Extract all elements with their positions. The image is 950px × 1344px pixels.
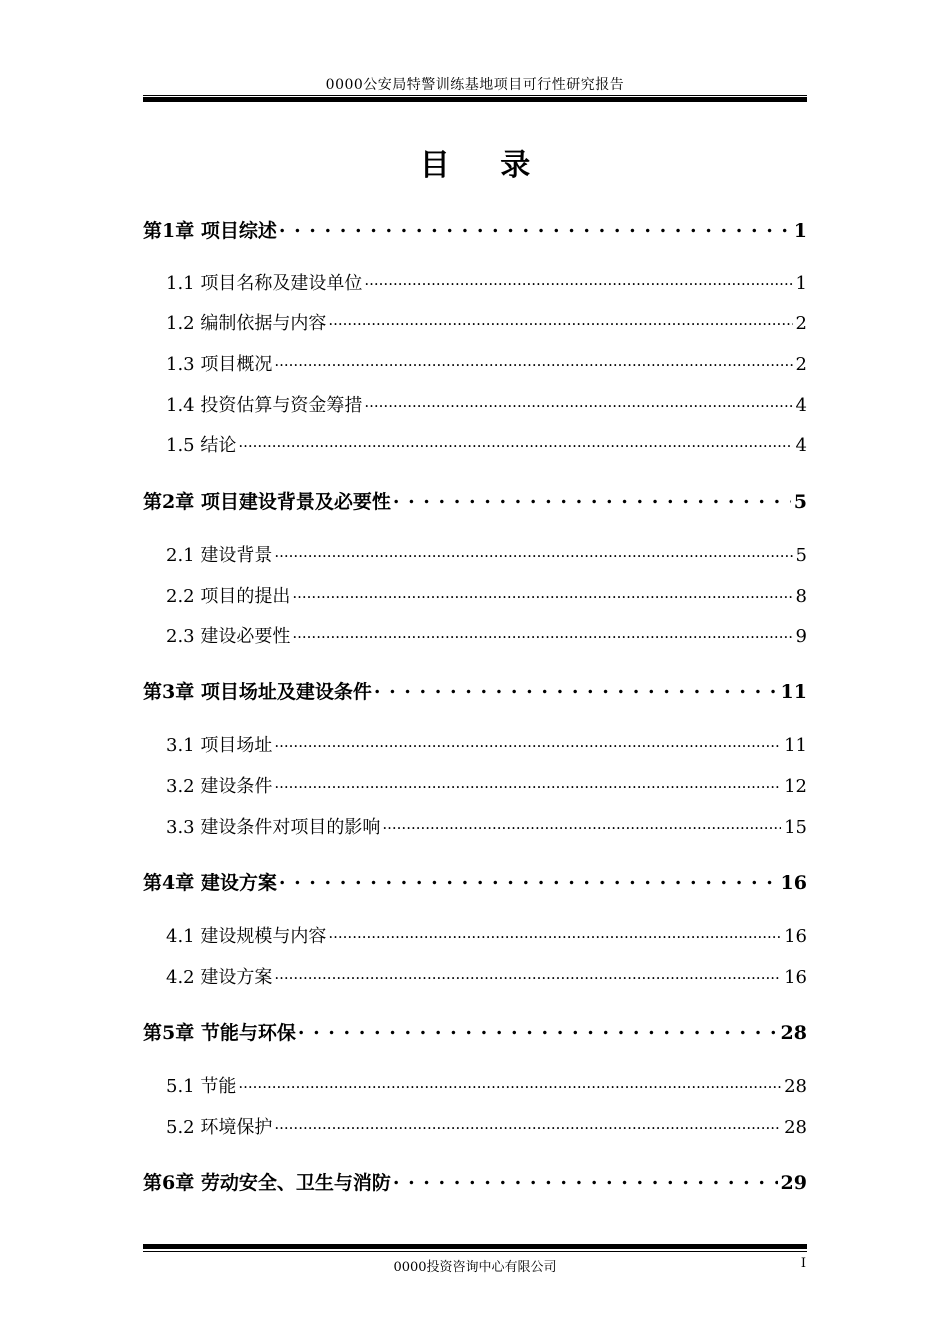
running-footer: 0000投资咨询中心有限公司 [393,1260,557,1275]
toc-entry-page: 5 [795,545,807,566]
toc-entry-label: 第6章 劳动安全、卫生与消防 [143,1172,391,1194]
toc-entry-label: 5.2 环境保护 [166,1117,273,1138]
toc-entry-page: 2 [795,313,807,334]
toc-entry-label: 3.1 项目场址 [166,735,273,756]
dot-leader [238,433,792,451]
dot-leader [298,1020,778,1039]
header-rule-thin [143,95,807,96]
toc-entry-label: 2.3 建设必要性 [166,626,291,647]
toc-chapter-3[interactable] [143,677,807,707]
toc-chapter-5[interactable] [143,1018,807,1048]
toc-entry-label: 1.4 投资估算与资金筹措 [166,395,363,416]
toc-section-1-5[interactable] [143,431,807,461]
toc-entry-page: 11 [780,681,807,703]
toc-section-3-2[interactable] [143,772,807,802]
dot-leader [328,924,781,942]
toc-entry-page: 9 [795,626,807,647]
toc-entry-page: 28 [780,1022,807,1044]
dot-leader [364,393,792,411]
dot-leader [274,352,792,370]
dot-leader [393,1170,778,1189]
toc-entry-page: 5 [793,491,807,513]
toc-entry-label: 3.3 建设条件对项目的影响 [166,817,381,838]
toc-section-5-1[interactable] [143,1072,807,1102]
toc-section-5-2[interactable] [143,1113,807,1143]
toc-section-4-1[interactable] [143,922,807,952]
dot-leader [274,965,781,983]
toc-entry-label: 2.2 项目的提出 [166,586,291,607]
toc-entry-label: 1.1 项目名称及建设单位 [166,273,363,294]
toc-section-3-1[interactable] [143,731,807,761]
footer-rule-thin [143,1251,807,1252]
toc-entry-page: 16 [784,926,807,947]
toc-entry-page: 12 [784,776,807,797]
toc-entry-label: 第1章 项目综述 [143,220,277,242]
dot-leader [274,733,781,751]
toc-section-2-3[interactable] [143,622,807,652]
toc-chapter-1[interactable] [143,216,807,246]
toc-entry-label: 第3章 项目场址及建设条件 [143,681,372,703]
toc-entry-page: 16 [780,872,807,894]
toc-section-4-2[interactable] [143,963,807,993]
toc-chapter-2[interactable] [143,487,807,517]
toc-entry-label: 2.1 建设背景 [166,545,273,566]
dot-leader [328,311,792,329]
toc-entry-page: 4 [795,435,807,456]
toc-entry-page: 1 [793,220,807,242]
dot-leader [292,624,792,642]
toc-section-2-1[interactable] [143,541,807,571]
toc-entry-label: 4.2 建设方案 [166,967,273,988]
dot-leader [382,815,781,833]
toc-entry-page: 11 [784,735,807,756]
toc-entry-label: 5.1 节能 [166,1076,237,1097]
toc-chapter-4[interactable] [143,868,807,898]
dot-leader [274,543,792,561]
toc-entry-label: 第5章 节能与环保 [143,1022,296,1044]
toc-entry-label: 3.2 建设条件 [166,776,273,797]
toc-entry-page: 8 [795,586,807,607]
toc-section-1-3[interactable] [143,350,807,380]
toc-entry-label: 1.3 项目概况 [166,354,273,375]
toc-entry-page: 15 [784,817,807,838]
toc-chapter-6[interactable] [143,1168,807,1198]
toc-section-3-3[interactable] [143,813,807,843]
dot-leader [374,679,778,698]
dot-leader [364,271,792,289]
toc-entry-label: 4.1 建设规模与内容 [166,926,327,947]
dot-leader [274,774,781,792]
toc-entry-page: 2 [795,354,807,375]
toc-entry-page: 16 [784,967,807,988]
toc-entry-page: 4 [795,395,807,416]
toc-entry-label: 1.2 编制依据与内容 [166,313,327,334]
toc-section-2-2[interactable] [143,582,807,612]
footer-rule-thick [143,1244,807,1249]
toc-entry-label: 1.5 结论 [166,435,237,456]
dot-leader [292,584,792,602]
toc-entry-page: 29 [780,1172,807,1194]
toc-section-1-1[interactable] [143,269,807,299]
dot-leader [279,218,791,237]
toc-entry-page: 28 [784,1117,807,1138]
toc-entry-label: 第4章 建设方案 [143,872,277,894]
header-rule-thick [143,97,807,102]
toc-entry-page: 1 [795,273,807,294]
page-number: I [800,1256,806,1271]
toc-entry-label: 第2章 项目建设背景及必要性 [143,491,391,513]
dot-leader [238,1074,781,1092]
toc-section-1-2[interactable] [143,309,807,339]
toc-title: 目 录 [419,148,551,183]
dot-leader [393,489,791,508]
toc-entry-page: 28 [784,1076,807,1097]
running-header: 0000公安局特警训练基地项目可行性研究报告 [325,77,625,93]
toc-section-1-4[interactable] [143,391,807,421]
dot-leader [274,1115,781,1133]
dot-leader [279,870,778,889]
